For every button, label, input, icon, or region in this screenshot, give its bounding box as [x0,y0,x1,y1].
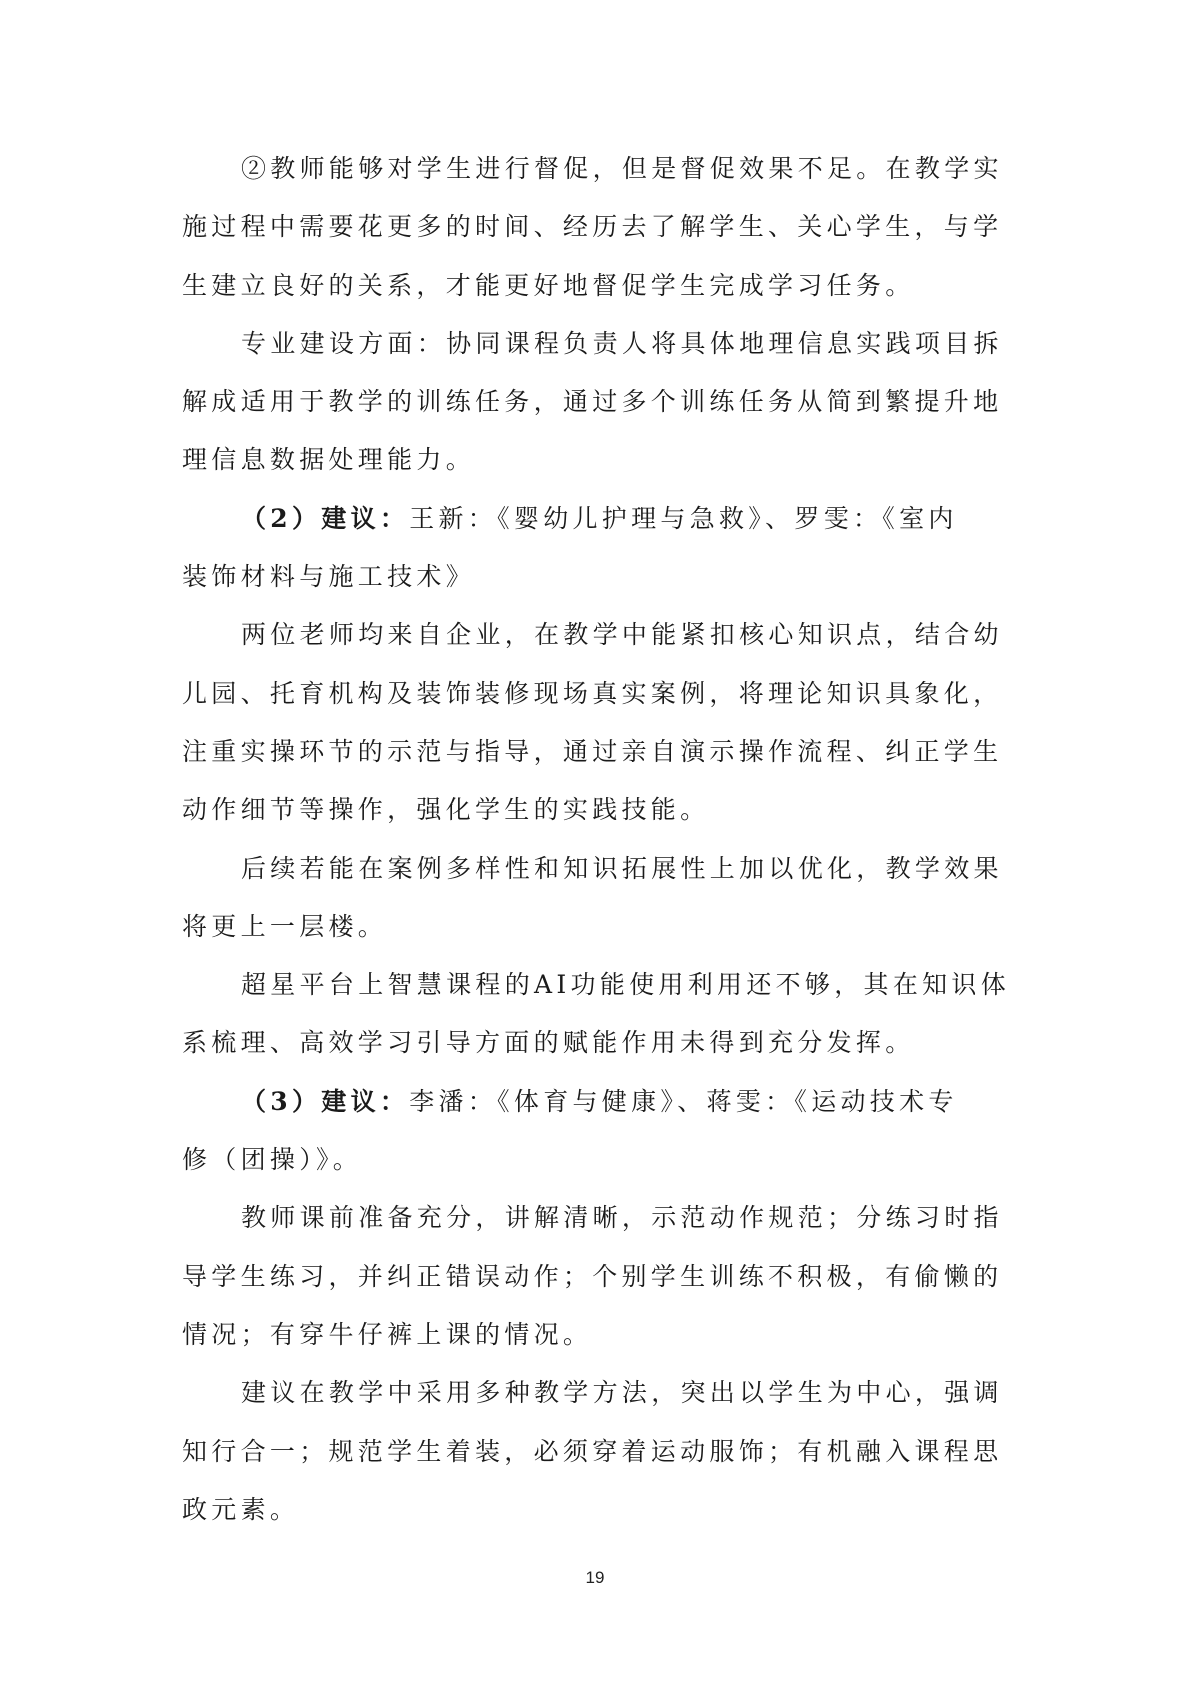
page-number: 19 [585,1568,605,1587]
text-line: 政元素。 [182,1494,300,1524]
paragraph-ai-features [182,956,1012,1073]
heading-text: 李潘：《体育与健康》、蒋雯：《运动技术专 [409,1086,958,1116]
document-body [182,140,1012,1539]
text-line: 后续若能在案例多样性和知识拓展性上加以优化，教学效果 [241,853,1003,883]
text-line: 注重实操环节的示范与指导，通过亲自演示操作流程、纠正学生 [182,736,1003,766]
text-line: 解成适用于教学的训练任务，通过多个训练任务从简到繁提升地 [182,387,1003,417]
text-line: 导学生练习，并纠正错误动作；个别学生训练不积极，有偷懒的 [182,1261,1003,1291]
paragraph-pe-observation [182,1189,1012,1364]
text-line: 修（团操）》。 [182,1145,363,1175]
heading-line [182,1073,1012,1131]
paragraph-optimization [182,840,1012,957]
section-heading-suggestion-2 [182,490,1012,607]
paragraph-supervision [182,140,1012,315]
text-line: 系梳理、高效学习引导方面的赋能作用未得到充分发挥。 [182,1028,915,1058]
text-line: 儿园、托育机构及装饰装修现场真实案例，将理论知识具象化， [182,678,1003,708]
text-line: 情况；有穿牛仔裤上课的情况。 [182,1319,593,1349]
text-line: ②教师能够对学生进行督促，但是督促效果不足。在教学实 [241,154,1003,183]
text-line: 超星平台上智慧课程的AI功能使用利用还不够，其在知识体 [241,970,1011,1000]
text-line: 理信息数据处理能力。 [182,445,476,475]
text-line: 知行合一；规范学生着装，必须穿着运动服饰；有机融入课程思 [182,1436,1003,1466]
text-line: 专业建设方面：协同课程负责人将具体地理信息实践项目拆 [241,328,1003,358]
text-line: 将更上一层楼。 [182,911,388,941]
heading-prefix: （3）建议： [241,1086,410,1116]
text-line: 动作细节等操作，强化学生的实践技能。 [182,795,710,825]
section-heading-suggestion-3 [182,1073,1012,1190]
text-line: 教师课前准备充分，讲解清晰，示范动作规范；分练习时指 [241,1203,1003,1233]
heading-line [182,490,1012,548]
paragraph-teachers-from-enterprise [182,606,1012,839]
text-line: 两位老师均来自企业，在教学中能紧扣核心知识点，结合幼 [241,620,1003,650]
paragraph-pe-suggestion [182,1364,1012,1539]
paragraph-major-construction [182,315,1012,490]
heading-prefix: （2）建议： [241,503,410,533]
text-line: 生建立良好的关系，才能更好地督促学生完成学习任务。 [182,270,915,300]
text-line: 施过程中需要花更多的时间、经历去了解学生、关心学生，与学 [182,212,1003,242]
text-line: 建议在教学中采用多种教学方法，突出以学生为中心，强调 [241,1378,1003,1408]
heading-text: 王新：《婴幼儿护理与急救》、罗雯：《室内 [409,503,958,533]
text-line: 装饰材料与施工技术》 [182,562,476,592]
